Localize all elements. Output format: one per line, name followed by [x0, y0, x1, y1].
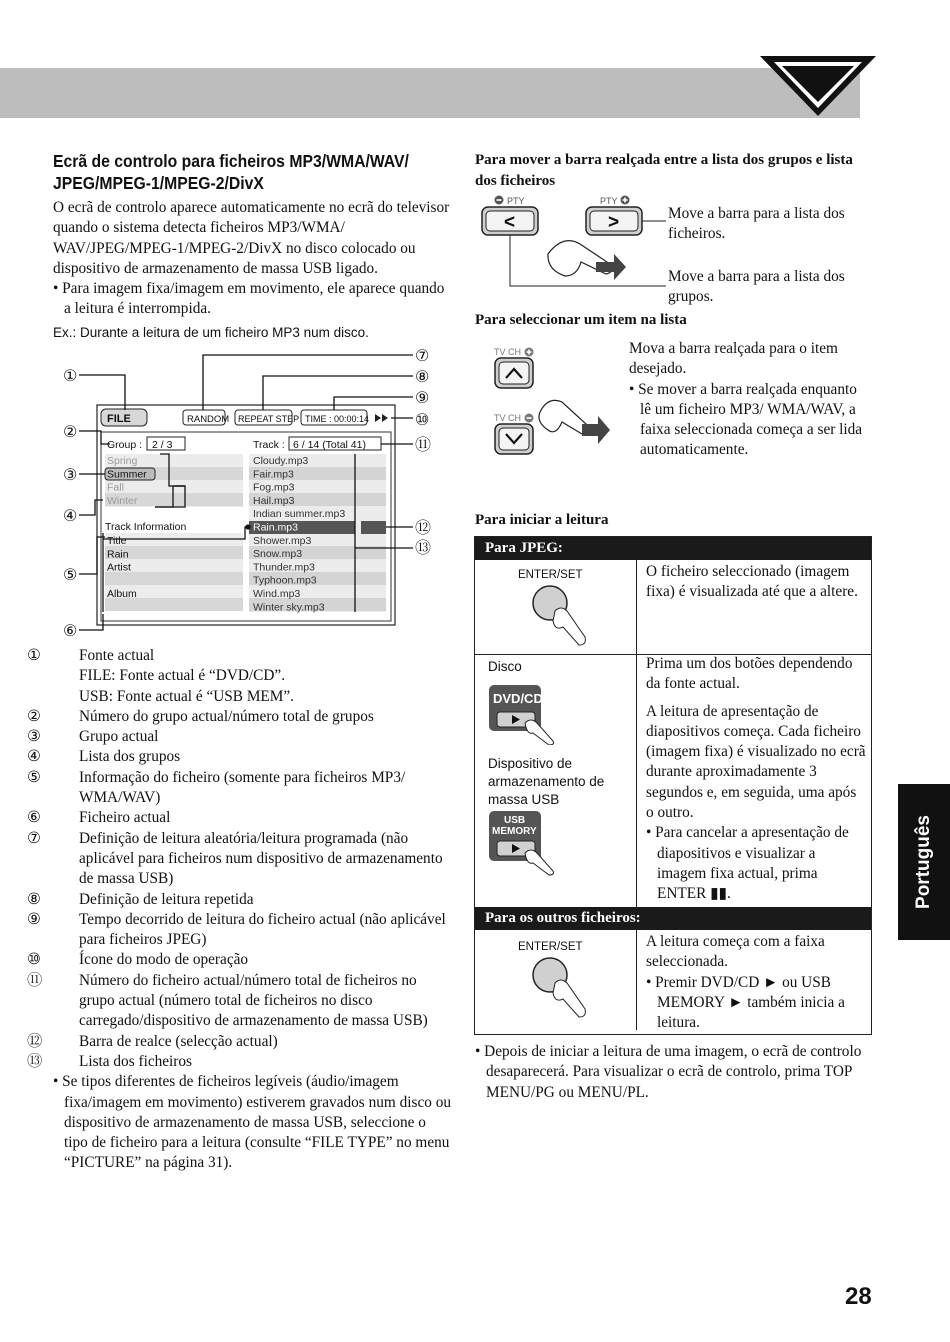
legend-item	[27, 950, 453, 970]
header-bar	[0, 68, 860, 118]
legend-item	[27, 768, 453, 809]
language-tab: Português	[898, 784, 950, 940]
screen-group-value: 2 / 3	[152, 439, 173, 451]
callout-6: ⑥	[63, 623, 78, 640]
legend-text: Definição de leitura repetida	[79, 890, 254, 908]
legend-item	[27, 747, 453, 767]
page-number: 28	[845, 1283, 872, 1310]
intro-text: O ecrã de controlo aparece automaticamente no ecrã do televisor quando o sistema detecta ficheiros MP3/WMA/ WAV/JPEG/MPEG-1/MPEG-2/DivX no disco colocado ou dispositivo de armazenamento de massa USB ligado.	[53, 199, 450, 277]
header-triangle-icon	[760, 56, 880, 122]
screen-info-field: Title	[107, 535, 127, 547]
dvdcd-button-illustration	[487, 683, 567, 745]
callout-2: ②	[63, 424, 78, 441]
legend-number: ⑩	[27, 951, 41, 969]
callout-5: ⑤	[63, 567, 78, 584]
screen-group-item: Spring	[107, 455, 138, 467]
screen-track-info: Track Information	[105, 521, 187, 533]
legend-text: Barra de realce (selecção actual)	[79, 1032, 278, 1050]
select-item-title: Para seleccionar um item na lista	[475, 312, 687, 328]
screen-file-item: Hail.mp3	[253, 494, 295, 507]
start-playback-title: Para iniciar a leitura	[475, 512, 609, 528]
screen-file-item: Cloudy.mp3	[253, 455, 309, 467]
svg-text:>: >	[608, 212, 620, 233]
screen-file-item: Fog.mp3	[253, 481, 295, 494]
screen-group-item: Fall	[107, 481, 124, 494]
intro-bullet: • Para imagem fixa/imagem em movimento, ele aparece quando a leitura é interrompida.	[53, 280, 445, 318]
enter-set-button-illustration-2	[525, 953, 595, 1023]
legend-text: Lista dos ficheiros	[79, 1052, 193, 1070]
svg-text:USB: USB	[504, 815, 526, 826]
legend-item	[53, 687, 453, 707]
left-column	[53, 150, 453, 340]
callout-12: ⑫	[415, 520, 432, 537]
screen-file-item: Typhoon.mp3	[253, 574, 317, 587]
legend-number: ⑫	[27, 1032, 43, 1050]
move-bar-title: Para mover a barra realçada entre a lista dos grupos e lista dos ficheiros	[475, 152, 853, 189]
legend-number: ⑨	[27, 910, 41, 928]
callout-8: ⑧	[415, 369, 430, 386]
enter-set-button-illustration	[525, 581, 595, 651]
legend-text: Ficheiro actual	[79, 809, 171, 827]
legend-item	[53, 666, 453, 686]
legend-number: ⑥	[27, 809, 41, 827]
legend-item	[27, 971, 453, 1032]
move-groups-text: Move a barra para a lista dos grupos.	[668, 268, 845, 306]
legend-text: Número do grupo actual/número total de grupos	[79, 707, 374, 725]
legend-number: ③	[27, 728, 41, 746]
tvch-buttons-illustration	[490, 342, 620, 457]
screen-random-label: RANDOM	[187, 414, 230, 425]
disco-usb-text: Prima um dos botões dependendo da fonte actual. A leitura de apresentação de diapositivos começa. Cada ficheiro (imagem fixa) é visualizado no ecrã durante aproximadamente 3 segundos e, em seguida, uma após o outro. • Para cancelar a apresentação de diapositivos e visualizar a imagem fixa actual, prima ENTER ▮▮.	[646, 655, 866, 903]
screen-file-item: Winter sky.mp3	[253, 601, 325, 614]
callout-3: ③	[63, 467, 78, 484]
svg-text:TV CH: TV CH	[494, 347, 521, 357]
usb-device-label: Dispositivo de armazenamento de massa USB	[488, 756, 605, 807]
screen-file-item: Rain.mp3	[253, 521, 298, 534]
screen-group-item: Summer	[107, 468, 147, 481]
screen-file-item: Shower.mp3	[253, 534, 312, 547]
screen-file-item: Fair.mp3	[253, 468, 294, 481]
jpeg-text: O ficheiro seleccionado (imagem fixa) é visualizada até que a altere.	[646, 563, 858, 601]
svg-text:<: <	[504, 212, 516, 233]
legend-item	[27, 808, 453, 828]
control-screen-diagram	[55, 340, 445, 645]
example-text: Ex.: Durante a leitura de um ficheiro MP3 num disco.	[53, 324, 369, 340]
other-files-header: Para os outros ficheiros:	[475, 907, 871, 930]
usb-memory-button-illustration	[487, 809, 567, 877]
enter-set-label-2: ENTER/SET	[518, 941, 583, 953]
screen-info-field: Album	[107, 588, 137, 601]
legend-number: ①	[27, 647, 41, 664]
pty-buttons-illustration	[478, 194, 668, 294]
legend-text: Lista dos grupos	[79, 748, 181, 766]
callout-13: ⑬	[415, 540, 432, 557]
screen-file-item: Wind.mp3	[253, 588, 301, 600]
legend-text: Ícone do modo de operação	[79, 951, 249, 969]
jpeg-header: Para JPEG:	[475, 537, 871, 560]
screen-file-label: FILE	[107, 413, 131, 425]
legend-text: Grupo actual	[79, 728, 159, 746]
screen-file-item: Indian summer.mp3	[253, 508, 346, 521]
other-files-text: A leitura começa com a faixa seleccionada. • Premir DVD/CD ► ou USB MEMORY ► também inicia a leitura.	[646, 933, 845, 1032]
legend-item	[27, 910, 453, 951]
legend-item	[27, 646, 453, 666]
screen-info-field: Rain	[107, 548, 129, 561]
legend-item	[27, 1052, 453, 1072]
disco-label: Disco	[488, 659, 522, 674]
legend-list	[27, 646, 453, 1174]
screen-track-label: Track :	[253, 439, 285, 451]
move-files-text: Move a barra para a lista dos ficheiros.	[668, 205, 845, 243]
screen-file-item: Snow.mp3	[253, 548, 303, 561]
legend-item	[27, 829, 453, 890]
legend-number: ⑤	[27, 768, 41, 786]
callout-7: ⑦	[415, 348, 430, 365]
callout-10: ⑩	[415, 412, 430, 429]
legend-item	[27, 1032, 453, 1052]
legend-text: Informação do ficheiro (somente para ficheiros MP3/ WMA/WAV)	[79, 768, 406, 807]
callout-9: ⑨	[415, 390, 430, 407]
select-item-text: Mova a barra realçada para o item desejado. • Se mover a barra realçada enquanto lê um ficheiro MP3/ WMA/WAV, a faixa seleccionada começa a ser lida automaticamente.	[629, 340, 863, 459]
legend-number: ⑧	[27, 890, 41, 908]
legend-text: USB: Fonte actual é “USB MEM”.	[79, 687, 294, 705]
legend-item	[27, 727, 453, 747]
enter-set-label: ENTER/SET	[518, 569, 583, 581]
svg-text:DVD/CD: DVD/CD	[493, 691, 543, 706]
legend-text: Definição de leitura aleatória/leitura programada (não aplicável para ficheiros num dispositivo de armazenamento de massa USB)	[79, 829, 443, 888]
screen-time-label: TIME : 00:00:14	[305, 414, 370, 424]
legend-number: ⑪	[27, 971, 43, 989]
screen-repeat-label: REPEAT STEP	[238, 414, 300, 424]
legend-number: ⑦	[27, 829, 41, 847]
section-title: Ecrã de controlo para ficheiros MP3/WMA/WAV/ JPEG/MPEG-1/MPEG-2/DivX	[53, 151, 409, 193]
file-type-note: • Se tipos diferentes de ficheiros legíveis (áudio/imagem fixa/imagem em movimento) estiverem gravados num disco ou dispositivo de armazenamento de massa USB, seleccione o tipo de ficheiro para a leitura (consulte “FILE TYPE” no menu “PICTURE” na página 31).	[53, 1073, 452, 1172]
legend-text: Número do ficheiro actual/número total de ficheiros no grupo actual (número total de ficheiros no disco carregado/dispositivo de armazenamento de massa USB)	[79, 971, 428, 1030]
legend-text: Fonte actual	[79, 647, 155, 664]
legend-item	[27, 707, 453, 727]
screen-info-field: Artist	[107, 561, 131, 574]
screen-track-value: 6 / 14 (Total 41)	[293, 439, 366, 451]
legend-text: FILE: Fonte actual é “DVD/CD”.	[79, 667, 286, 685]
svg-text:PTY: PTY	[507, 196, 525, 206]
playback-table	[474, 536, 872, 1035]
legend-number: ⑬	[27, 1052, 43, 1070]
legend-number: ④	[27, 748, 41, 766]
screen-file-item: Thunder.mp3	[253, 561, 315, 574]
callout-11: ⑪	[415, 437, 432, 454]
screen-group-label: Group :	[107, 439, 143, 451]
svg-text:TV CH: TV CH	[494, 413, 521, 423]
legend-text: Tempo decorrido de leitura do ficheiro actual (não aplicável para ficheiros JPEG)	[79, 910, 446, 949]
legend-number: ②	[27, 707, 41, 725]
callout-4: ④	[63, 508, 78, 525]
svg-text:PTY: PTY	[600, 196, 618, 206]
final-note: • Depois de iniciar a leitura de uma imagem, o ecrã de controlo desaparecerá. Para visualizar o ecrã de controlo, prima TOP MENU/PG ou MENU/PL.	[475, 1043, 862, 1101]
callout-1: ①	[63, 368, 78, 385]
legend-item	[27, 890, 453, 910]
svg-text:MEMORY: MEMORY	[492, 826, 537, 837]
screen-group-item: Winter	[107, 494, 138, 507]
